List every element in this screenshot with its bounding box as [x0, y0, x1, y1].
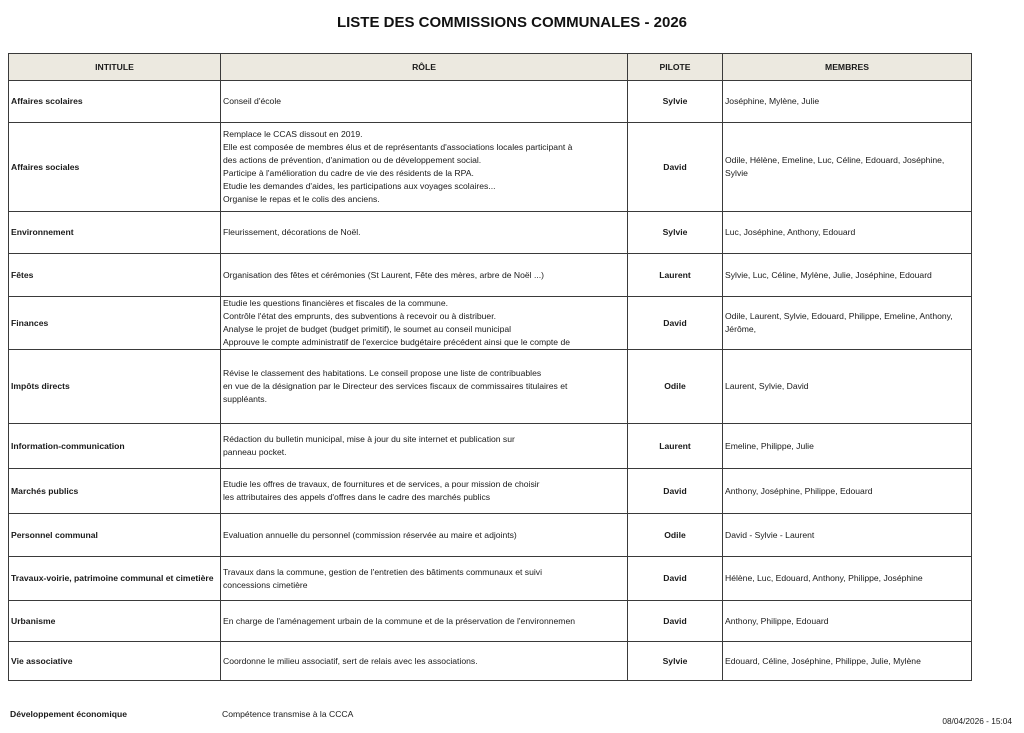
cell-intitule: Urbanisme [9, 601, 221, 642]
cell-membres: Sylvie, Luc, Céline, Mylène, Julie, Joséphine, Edouard [723, 254, 972, 297]
cell-intitule: Personnel communal [9, 514, 221, 557]
cell-role [221, 601, 628, 642]
table-row [9, 514, 972, 557]
cell-pilote: Odile [628, 350, 723, 424]
footer-role: Compétence transmise à la CCCA [222, 709, 354, 719]
role-line: Etudie les offres de travaux, de fournitures et de services, a pour mission de choisir [223, 479, 540, 489]
cell-pilote: Sylvie [628, 212, 723, 254]
role-line: Révise le classement des habitations. Le conseil propose une liste de contribuables [223, 368, 542, 378]
cell-intitule: Marchés publics [9, 469, 221, 514]
role-line: En charge de l'aménagement urbain de la commune et de la préservation de l'environnemen [223, 615, 576, 626]
cell-membres: Luc, Joséphine, Anthony, Edouard [723, 212, 972, 254]
cell-pilote: Laurent [628, 424, 723, 469]
cell-pilote: Laurent [628, 254, 723, 297]
cell-role [221, 424, 628, 469]
role-line: panneau pocket. [223, 447, 287, 457]
cell-role [221, 254, 628, 297]
cell-intitule: Impôts directs [9, 350, 221, 424]
role-line: Elle est composée de membres élus et de représentants d'associations locales participant à [223, 142, 573, 152]
cell-intitule: Environnement [9, 212, 221, 254]
table-row [9, 212, 972, 254]
cell-pilote: David [628, 557, 723, 601]
cell-membres: Emeline, Philippe, Julie [723, 424, 972, 469]
cell-role [221, 514, 628, 557]
cell-intitule: Travaux-voirie, patrimoine communal et cimetière [9, 557, 221, 601]
header-pilote: PILOTE [628, 54, 723, 81]
table-header-row [9, 54, 972, 81]
print-date: 08/04/2026 - 15:04 [942, 716, 1012, 726]
cell-role [221, 212, 628, 254]
role-line: en vue de la désignation par le Directeur des services fiscaux de commissaires titulaires et [223, 381, 568, 391]
role-line: Remplace le CCAS dissout en 2019. [223, 129, 363, 139]
role-line: Organisation des fêtes et cérémonies (St Laurent, Fête des mères, arbre de Noël ...) [223, 269, 544, 280]
cell-membres: Anthony, Joséphine, Philippe, Edouard [723, 469, 972, 514]
cell-role [221, 469, 628, 514]
role-line: Evaluation annuelle du personnel (commission réservée au maire et adjoints) [223, 529, 517, 540]
role-line: Organise le repas et le colis des anciens. [223, 194, 380, 204]
cell-membres: Odile, Laurent, Sylvie, Edouard, Philippe, Emeline, Anthony, Jérôme, [723, 297, 972, 350]
cell-membres: Hélène, Luc, Edouard, Anthony, Philippe, Joséphine [723, 557, 972, 601]
header-role: RÔLE [221, 54, 628, 81]
table-body [9, 81, 972, 681]
cell-role [221, 557, 628, 601]
table-row [9, 424, 972, 469]
table-row [9, 254, 972, 297]
cell-pilote: Sylvie [628, 642, 723, 681]
cell-membres: Joséphine, Mylène, Julie [723, 81, 972, 123]
role-line: concessions cimetière [223, 579, 308, 590]
cell-role [221, 81, 628, 123]
cell-pilote: David [628, 123, 723, 212]
table-row [9, 642, 972, 681]
table-row [9, 123, 972, 212]
cell-role [221, 642, 628, 681]
footer-intitule: Développement économique [10, 709, 127, 719]
cell-membres: Anthony, Philippe, Edouard [723, 601, 972, 642]
role-line: Rédaction du bulletin municipal, mise à jour du site internet et publication sur [223, 434, 515, 444]
role-line: Approuve le compte administratif de l'exercice budgétaire précédent ainsi que le compte de [223, 337, 571, 347]
role-line: Fleurissement, décorations de Noël. [223, 227, 361, 237]
cell-pilote: David [628, 601, 723, 642]
cell-role [221, 350, 628, 424]
cell-intitule: Information-communication [9, 424, 221, 469]
table-row [9, 81, 972, 123]
cell-intitule: Affaires scolaires [9, 81, 221, 123]
header-membres: MEMBRES [723, 54, 972, 81]
role-line: Etudie les demandes d'aides, les participations aux voyages scolaires... [223, 181, 496, 191]
table-row [9, 469, 972, 514]
cell-membres: Odile, Hélène, Emeline, Luc, Céline, Edouard, Joséphine, Sylvie [723, 123, 972, 212]
cell-intitule: Vie associative [9, 642, 221, 681]
cell-intitule: Finances [9, 297, 221, 350]
cell-pilote: Odile [628, 514, 723, 557]
cell-membres: David - Sylvie - Laurent [723, 514, 972, 557]
table-row [9, 557, 972, 601]
cell-pilote: Sylvie [628, 81, 723, 123]
role-line: Etudie les questions financières et fiscales de la commune. [223, 298, 448, 308]
role-line: Contrôle l'état des emprunts, des subventions à recevoir ou à distribuer. [223, 311, 496, 321]
cell-membres: Edouard, Céline, Joséphine, Philippe, Julie, Mylène [723, 642, 972, 681]
table-row [9, 601, 972, 642]
cell-role [221, 297, 628, 350]
cell-intitule: Fêtes [9, 254, 221, 297]
cell-intitule: Affaires sociales [9, 123, 221, 212]
table-row [9, 297, 972, 350]
role-line: les attributaires des appels d'offres dans le cadre des marchés publics [223, 492, 491, 502]
cell-pilote: David [628, 297, 723, 350]
commissions-table [8, 53, 972, 681]
role-line: suppléants. [223, 394, 267, 404]
role-line: Coordonne le milieu associatif, sert de relais avec les associations. [223, 655, 478, 666]
role-line: des actions de prévention, d'animation ou de développement social. [223, 155, 482, 165]
role-line: Travaux dans la commune, gestion de l'entretien des bâtiments communaux et suivi [223, 566, 542, 577]
role-line: Analyse le projet de budget (budget primitif), le soumet au conseil municipal [223, 324, 512, 334]
cell-role [221, 123, 628, 212]
table-row [9, 350, 972, 424]
page-title: LISTE DES COMMISSIONS COMMUNALES - 2026 [336, 14, 688, 31]
role-line: Participe à l'amélioration du cadre de vie des résidents de la RPA. [223, 168, 474, 178]
role-line: Conseil d'école [223, 96, 282, 106]
header-intitule: INTITULE [9, 54, 221, 81]
cell-pilote: David [628, 469, 723, 514]
cell-membres: Laurent, Sylvie, David [723, 350, 972, 424]
